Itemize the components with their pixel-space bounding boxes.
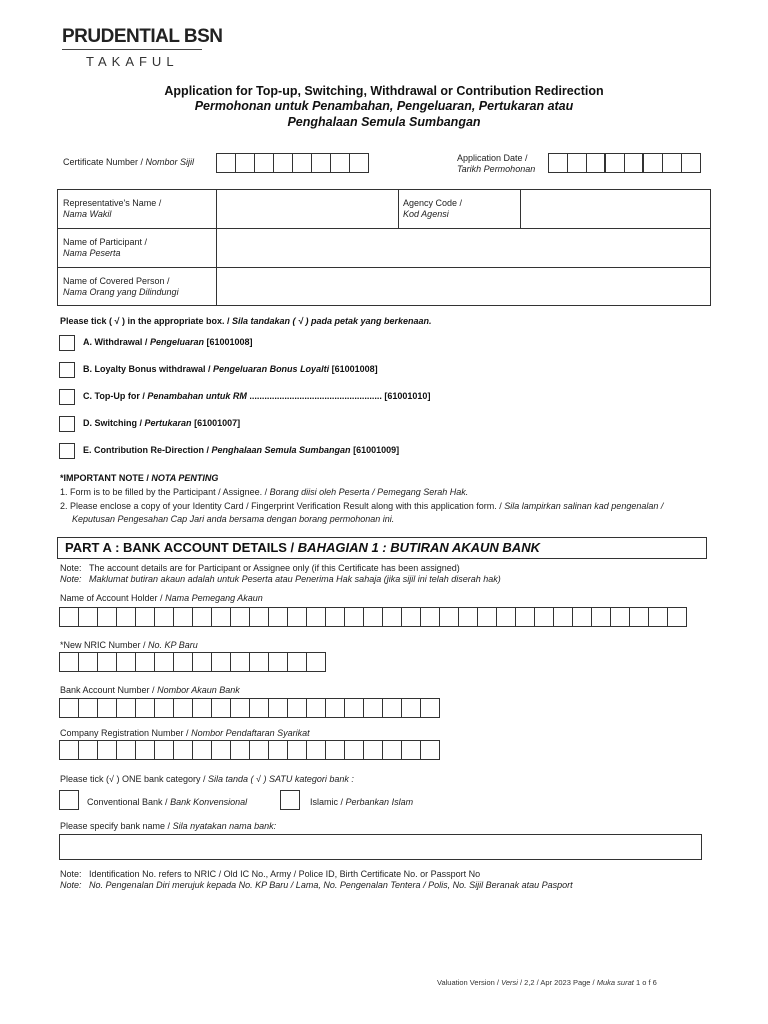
important-note-1: 1. Form is to be filled by the Participant / Assignee. / Borang diisi oleh Peserta / Pemegang Serah Hak. [60, 487, 469, 497]
part-a-note: Note: The account details are for Participant or Assignee only (if this Certificate has been assigned) [60, 563, 460, 573]
important-heading: *IMPORTANT NOTE / NOTA PENTING [60, 473, 219, 483]
brand-sub: TAKAFUL [86, 54, 179, 69]
participant-input[interactable] [218, 230, 709, 265]
option-withdrawal-checkbox[interactable] [59, 335, 75, 351]
brand-logo: PRUDENTIAL BSN [62, 26, 223, 47]
logo-divider [62, 49, 202, 50]
agency-code-input[interactable] [522, 191, 709, 226]
conventional-bank-checkbox[interactable] [59, 790, 79, 810]
form-title-ms-2: Penghalaan Semula Sumbangan [287, 115, 481, 129]
id-footnote: Note: Identification No. refers to NRIC / Old IC No., Army / Police ID, Birth Certificate No. or Passport No [60, 869, 481, 879]
certificate-number-label: Certificate Number / Nombor Sijil [63, 157, 195, 167]
bank-name-label: Please specify bank name / Sila nyatakan nama bank: [60, 821, 277, 831]
page-footer: Valuation Version / Versi / 2,2 / Apr 2023 Page / Muka surat 1 o f 6 [437, 978, 657, 987]
option-loyalty-checkbox[interactable] [59, 362, 75, 378]
form-title-ms-1: Permohonan untuk Penambahan, Pengeluaran, Pertukaran atau [194, 99, 574, 113]
part-a-header: PART A : BANK ACCOUNT DETAILS / BAHAGIAN 1 : BUTIRAN AKAUN BANK [57, 537, 707, 559]
account-holder-boxes[interactable] [59, 607, 687, 627]
tick-instruction: Please tick ( √ ) in the appropriate box. / Sila tandakan ( √ ) pada petak yang berkenaan. [60, 316, 432, 326]
option-redirection-label: E. Contribution Re-Direction / Penghalaan Semula Sumbangan [61001009] [83, 445, 400, 455]
option-switching-label: D. Switching / Pertukaran [61001007] [83, 418, 241, 428]
bank-account-boxes[interactable] [59, 698, 440, 718]
nric-boxes[interactable] [59, 652, 326, 672]
important-note-2-cont: Keputusan Pengesahan Cap Jari anda bersama dengan borang permohonan ini. [72, 514, 395, 524]
covered-person-label: Name of Covered Person / Nama Orang yang Dilindungi [63, 276, 179, 297]
bank-account-label: Bank Account Number / Nombor Akaun Bank [60, 685, 240, 695]
agency-code-label: Agency Code / Kod Agensi [403, 198, 463, 219]
islamic-bank-checkbox[interactable] [280, 790, 300, 810]
participant-label: Name of Participant / Nama Peserta [63, 237, 148, 258]
bank-name-input[interactable] [59, 834, 702, 860]
company-reg-label: Company Registration Number / Nombor Pendaftaran Syarikat [60, 728, 310, 738]
rep-name-label: Representative's Name / Nama Wakil [63, 198, 162, 219]
islamic-bank-label: Islamic / Perbankan Islam [310, 797, 414, 807]
option-loyalty-label: B. Loyalty Bonus withdrawal / Pengeluaran Bonus Loyalti [61001008] [83, 364, 378, 374]
option-topup-label: C. Top-Up for / Penambahan untuk RM ..................................................... [61001010] [83, 391, 431, 401]
account-holder-label: Name of Account Holder / Nama Pemegang Akaun [60, 593, 263, 603]
important-note-2: 2. Please enclose a copy of your Identity Card / Fingerprint Verification Result along with this application form. / Sila lampirkan salinan kad pengenalan / [60, 501, 664, 511]
application-date-boxes[interactable] [548, 153, 701, 173]
option-withdrawal-label: A. Withdrawal / Pengeluaran [61001008] [83, 337, 253, 347]
form-title: Application for Top-up, Switching, Withdrawal or Contribution Redirection [164, 84, 604, 98]
certificate-number-boxes[interactable] [216, 153, 369, 173]
id-footnote-ms: Note: No. Pengenalan Diri merujuk kepada No. KP Baru / Lama, No. Pengenalan Tentera / Polis, No. Sijil Beranak atau Pasport [60, 880, 573, 890]
conventional-bank-label: Conventional Bank / Bank Konvensional [87, 797, 248, 807]
bank-category-label: Please tick (√ ) ONE bank category / Sila tanda ( √ ) SATU kategori bank : [60, 774, 354, 784]
rep-name-input[interactable] [218, 191, 396, 226]
option-redirection-checkbox[interactable] [59, 443, 75, 459]
nric-label: *New NRIC Number / No. KP Baru [60, 640, 198, 650]
covered-person-input[interactable] [218, 269, 709, 304]
company-reg-boxes[interactable] [59, 740, 440, 760]
application-date-label: Application Date / Tarikh Permohonan [457, 153, 536, 174]
part-a-note-ms: Note: Maklumat butiran akaun adalah untuk Peserta atau Penerima Hak sahaja (jika sijil ini telah diserah hak) [60, 574, 501, 584]
option-switching-checkbox[interactable] [59, 416, 75, 432]
option-topup-checkbox[interactable] [59, 389, 75, 405]
